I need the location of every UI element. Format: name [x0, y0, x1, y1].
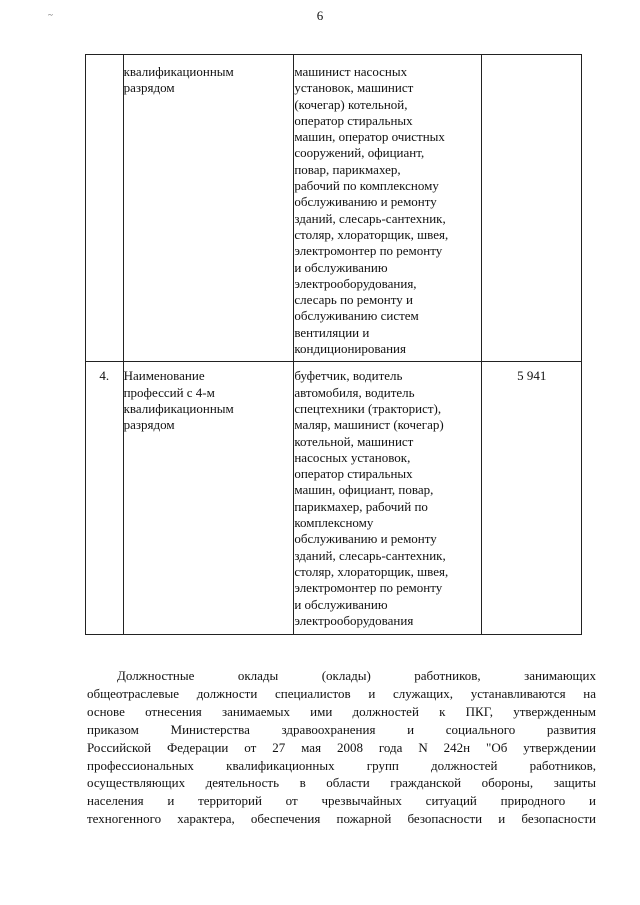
paragraph-line: профессиональных квалификационных групп должностей работников,: [87, 757, 596, 773]
text-line: Наименование: [123, 368, 205, 384]
text-line: машин, официант, повар,: [294, 482, 434, 498]
table-row: [86, 55, 582, 362]
professions-cell: [294, 362, 482, 635]
text-line: разрядом: [123, 417, 175, 433]
text-line: зданий, слесарь-сантехник,: [294, 210, 446, 226]
paragraph-line: Должностные оклады (оклады) работников, занимающих: [117, 668, 596, 683]
text-line: электрооборудования: [294, 612, 414, 628]
text-line: комплексному: [294, 515, 374, 531]
text-line: спецтехники (тракторист),: [294, 400, 442, 416]
text-line: квалификационным: [123, 64, 234, 79]
text-line: слесарь по ремонту и: [294, 292, 413, 308]
text-line: обслуживанию систем: [294, 308, 419, 324]
salary-cell: 5 941: [482, 362, 582, 635]
text-line: повар, парикмахер,: [294, 161, 401, 177]
group-name-cell: [123, 55, 294, 362]
salary-table: [85, 54, 582, 635]
text-line: сооружений, официант,: [294, 145, 425, 161]
text-line: обслуживанию и ремонту: [294, 531, 437, 547]
text-line: машинист насосных: [294, 64, 408, 79]
text-line: зданий, слесарь-сантехник,: [294, 547, 446, 563]
text-line: профессий с 4-м: [123, 384, 215, 400]
paragraph-line: населения и территорий от чрезвычайных ситуаций природного и: [87, 793, 596, 809]
text-line: котельной, машинист: [294, 433, 414, 449]
table-row: [86, 362, 582, 635]
text-line: электромонтер по ремонту: [294, 243, 443, 259]
text-line: вентиляции и: [294, 324, 370, 340]
corner-mark: ~: [48, 10, 53, 20]
text-line: установок, машинист: [294, 80, 414, 96]
text-line: буфетчик, водитель: [294, 368, 403, 384]
text-line: электромонтер по ремонту: [294, 580, 443, 596]
text-line: насосных установок,: [294, 449, 411, 465]
text-line: квалификационным: [123, 400, 234, 416]
group-name-cell: [123, 362, 294, 635]
text-line: парикмахер, рабочий по: [294, 498, 428, 514]
row-number-cell: 4.: [86, 362, 124, 635]
body-paragraph: [87, 667, 596, 828]
text-line: рабочий по комплексному: [294, 178, 439, 194]
text-line: машин, оператор очистных: [294, 129, 445, 145]
text-line: и обслуживанию: [294, 596, 388, 612]
paragraph-line: Российской Федерации от 27 мая 2008 года N 242н "Об утверждении: [87, 739, 596, 755]
text-line: разрядом: [123, 80, 175, 96]
row-number-cell: [86, 55, 124, 362]
text-line: оператор стиральных: [294, 466, 413, 482]
paragraph-line: общеотраслевые должности специалистов и служащих, устанавливаются на: [87, 685, 596, 701]
text-line: обслуживанию и ремонту: [294, 194, 437, 210]
text-line: автомобиля, водитель: [294, 384, 415, 400]
paragraph-line: основе отнесения занимаемых ими должностей к ПКГ, утвержденным: [87, 703, 596, 719]
text-line: столяр, хлораторщик, швея,: [294, 563, 449, 579]
paragraph-line: техногенного характера, обеспечения пожарной безопасности и безопасности: [87, 811, 596, 827]
page-number: 6: [316, 8, 324, 23]
text-line: оператор стиральных: [294, 112, 413, 128]
text-line: кондиционирования: [294, 341, 406, 357]
text-line: столяр, хлораторщик, швея,: [294, 226, 449, 242]
text-line: и обслуживанию: [294, 259, 388, 275]
professions-cell: [294, 55, 482, 362]
text-line: (кочегар) котельной,: [294, 96, 408, 112]
salary-cell: [482, 55, 582, 362]
text-line: электрооборудования,: [294, 275, 417, 291]
paragraph-line: осуществляющих деятельность в области гражданской обороны, защиты: [87, 775, 596, 791]
text-line: маляр, машинист (кочегар): [294, 417, 444, 433]
paragraph-line: приказом Министерства здравоохранения и социального развития: [87, 721, 596, 737]
